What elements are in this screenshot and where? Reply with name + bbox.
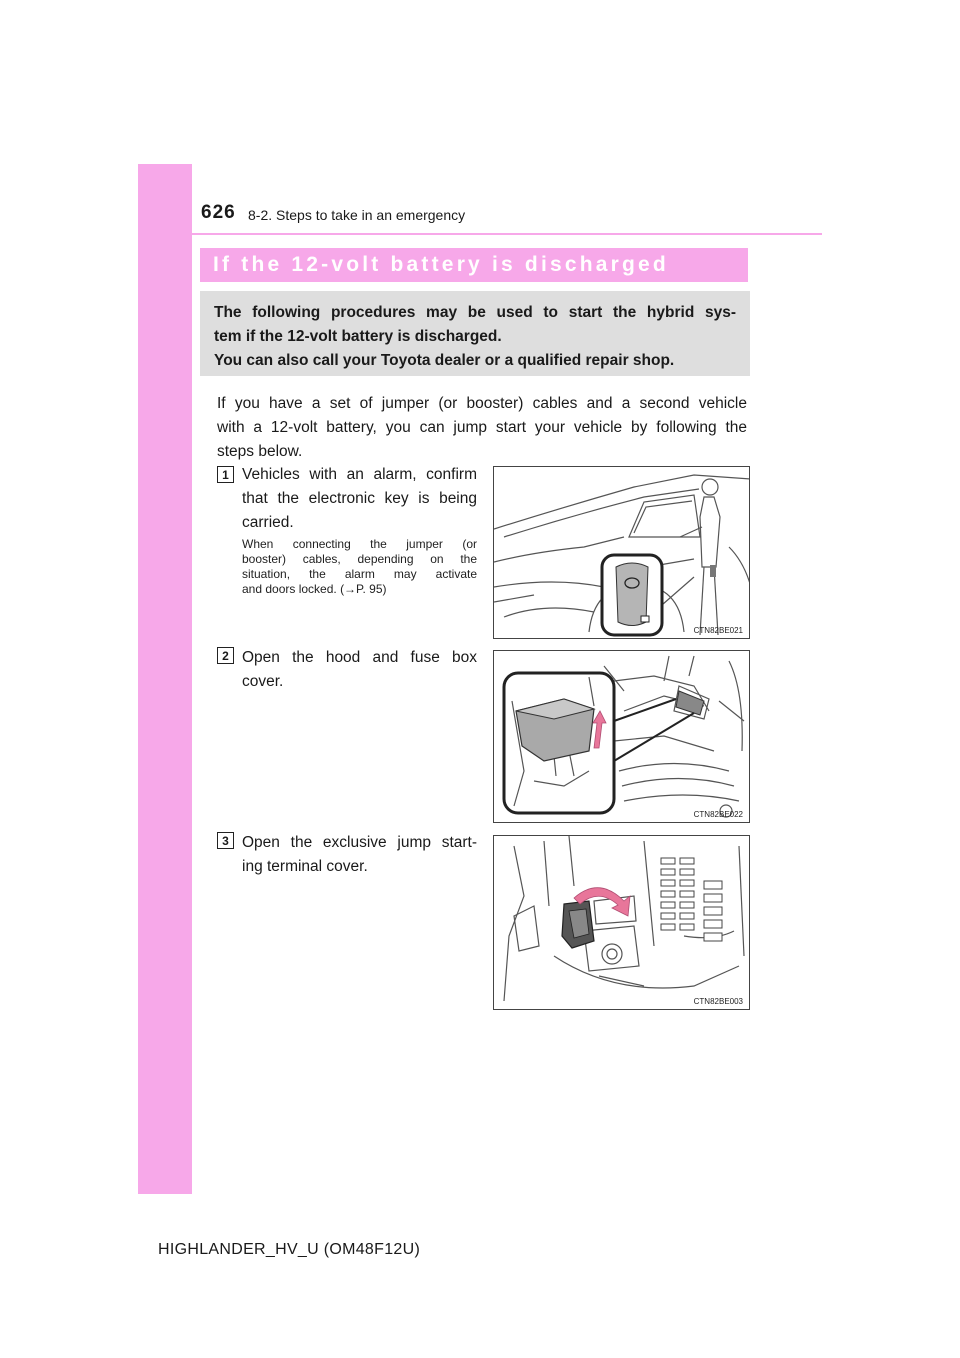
body-line: with a 12-volt battery, you can jump start your vehicle by following the (217, 419, 747, 436)
step-line: Open the exclusive jump start- (242, 834, 477, 851)
sidebar-tab (138, 164, 192, 1194)
figure-jump-terminal (493, 835, 750, 1010)
step-1-text (242, 463, 477, 535)
step-line: Vehicles with an alarm, confirm (242, 466, 477, 483)
step-3-text (242, 831, 477, 879)
figure-code: CTN82BE021 (693, 626, 743, 635)
note-line: and doors locked. (→P. 95) (242, 582, 387, 596)
figure-code: CTN82BE003 (693, 997, 743, 1006)
body-line: steps below. (217, 443, 303, 460)
section-title: 8-2. Steps to take in an emergency (248, 207, 466, 223)
intro-line: The following procedures may be used to start the hybrid sys- (214, 304, 736, 321)
intro-line: You can also call your Toyota dealer or a qualified repair shop. (214, 352, 675, 369)
page-number: 626 (201, 202, 236, 223)
step-line: carried. (242, 514, 294, 531)
note-line: When connecting the jumper (or (242, 537, 477, 551)
jump-terminal-drawing (494, 836, 750, 1010)
step-line: Open the hood and fuse box (242, 649, 477, 666)
note-line: situation, the alarm may activate (242, 567, 477, 581)
figure-code: CTN82BE022 (693, 810, 743, 819)
header-divider (192, 233, 822, 235)
step-line: cover. (242, 673, 284, 690)
section-banner: If the 12-volt battery is discharged (200, 248, 748, 282)
figure-fuse-box (493, 650, 750, 823)
footer-model-code: HIGHLANDER_HV_U (OM48F12U) (158, 1241, 421, 1258)
step-line: that the electronic key is being (242, 490, 477, 507)
body-line: If you have a set of jumper (or booster) cables and a second vehicle (217, 395, 747, 412)
step-number-3: 3 (217, 832, 234, 849)
body-paragraph (217, 392, 747, 464)
step-number-2: 2 (217, 647, 234, 664)
step-2-text (242, 646, 477, 694)
step-number-1: 1 (217, 466, 234, 483)
intro-line: tem if the 12-volt battery is discharged. (214, 328, 502, 345)
step-line: ing terminal cover. (242, 858, 368, 875)
figure-key-illustration (493, 466, 750, 639)
note-line: booster) cables, depending on the (242, 552, 477, 566)
step-1-note (242, 537, 477, 597)
intro-box (200, 291, 750, 376)
hood-fuse-box-drawing (494, 651, 750, 823)
car-key-drawing (494, 467, 750, 639)
